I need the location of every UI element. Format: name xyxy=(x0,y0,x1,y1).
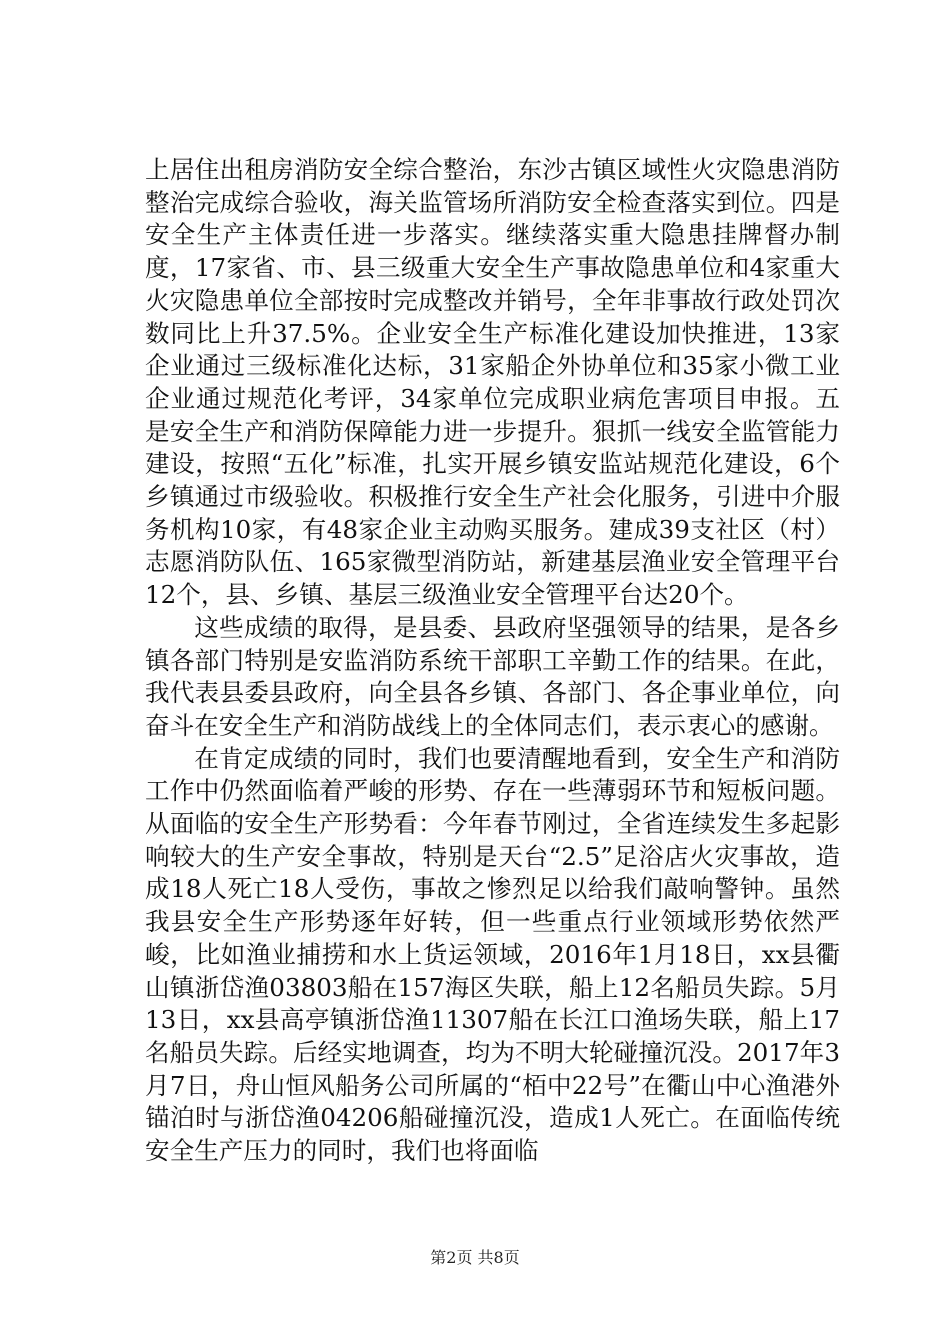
page-number-footer: 第2页 共8页 xyxy=(430,1248,520,1267)
paragraph-2: 这些成绩的取得，是县委、县政府坚强领导的结果，是各乡镇各部门特别是安监消防系统干部职工辛勤工作的结果。在此，我代表县委县政府，向全县各乡镇、各部门、各企事业单位，向奋斗在安全生产和消防战线上的全体同志们，表示衷心的感谢。 xyxy=(145,612,840,740)
paragraph-1: 上居住出租房消防安全综合整治，东沙古镇区域性火灾隐患消防整治完成综合验收，海关监管场所消防安全检查落实到位。四是安全生产主体责任进一步落实。继续落实重大隐患挂牌督办制度，17家省、市、县三级重大安全生产事故隐患单位和4家重大火灾隐患单位全部按时完成整改并销号，全年非事故行政处罚次数同比上升37.5%。企业安全生产标准化建设加快推进，13家企业通过三级标准化达标，31家船企外协单位和35家小微工业企业通过规范化考评，34家单位完成职业病危害项目申报。五是安全生产和消防保障能力进一步提升。狠抓一线安全监管能力建设，按照“五化”标准，扎实开展乡镇安监站规范化建设，6个乡镇通过市级验收。积极推行安全生产社会化服务，引进中介服务机构10家，有48家企业主动购买服务。建成39支社区（村）志愿消防队伍、165家微型消防站，新建基层渔业安全管理平台12个，县、乡镇、基层三级渔业安全管理平台达20个。 xyxy=(145,155,840,610)
paragraph-3: 在肯定成绩的同时，我们也要清醒地看到，安全生产和消防工作中仍然面临着严峻的形势、存在一些薄弱环节和短板问题。从面临的安全生产形势看：今年春节刚过，全省连续发生多起影响较大的生产安全事故，特别是天台“2.5”足浴店火灾事故，造成18人死亡18人受伤，事故之惨烈足以给我们敲响警钟。虽然我县安全生产形势逐年好转，但一些重点行业领域形势依然严峻，比如渔业捕捞和水上货运领域，2016年1月18日，xx县衢山镇浙岱渔03803船在157海区失联，船上12名船员失踪。5月13日，xx县高亭镇浙岱渔11307船在长江口渔场失联，船上17名船员失踪。后经实地调查，均为不明大轮碰撞沉没。2017年3月7日，舟山恒风船务公司所属的“栢中22号”在衢山中心渔港外锚泊时与浙岱渔04206船碰撞沉没，造成1人死亡。在面临传统安全生产压力的同时，我们也将面临 xyxy=(145,743,840,1166)
document-body xyxy=(145,154,840,1168)
